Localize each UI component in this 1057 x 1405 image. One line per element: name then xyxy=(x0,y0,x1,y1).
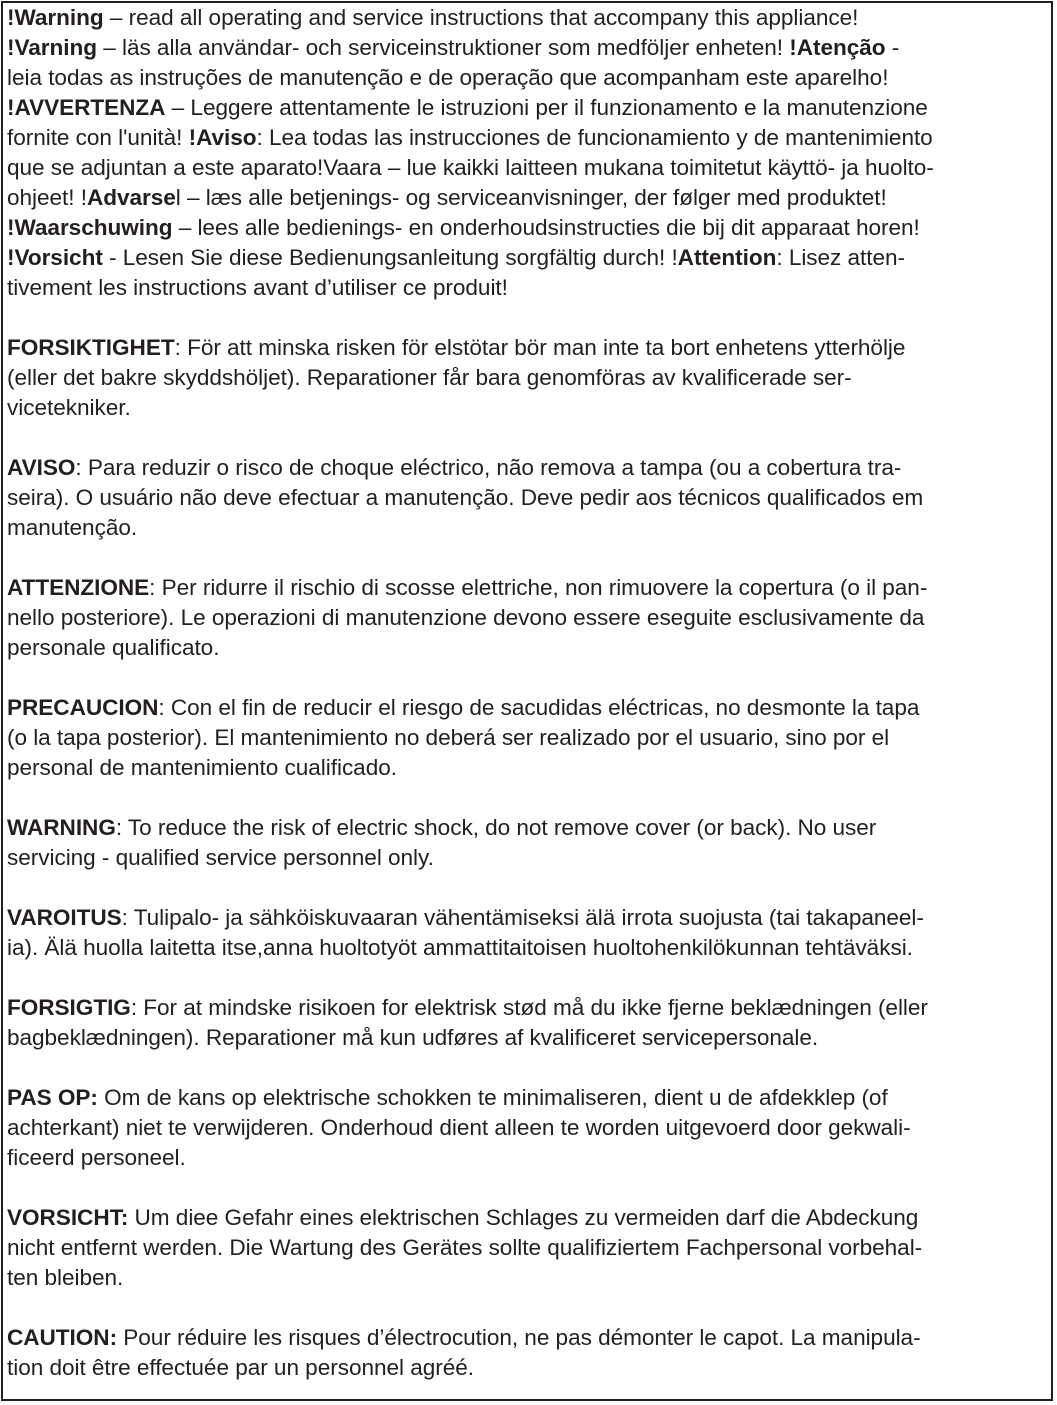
text-line xyxy=(7,1023,1051,1053)
body-text: Om de kans op elektrische schokken te minimaliseren, dient u de afdekklep (of xyxy=(97,1085,888,1110)
bold-heading-text: FORSIGTIG xyxy=(7,995,131,1020)
body-text: tivement les instructions avant d’utiliser ce produit! xyxy=(7,275,508,300)
body-text: fornite con l'unità! xyxy=(7,125,189,150)
body-text: : Lea todas las instrucciones de funcionamiento y de mantenimiento xyxy=(256,125,933,150)
body-text: personale qualificato. xyxy=(7,635,220,660)
body-text: Um diee Gefahr eines elektrischen Schlages zu vermeiden darf die Abdeckung xyxy=(128,1205,919,1230)
warning-precaucion xyxy=(7,693,1051,783)
paragraph-gap xyxy=(7,963,1051,993)
warning-aviso xyxy=(7,453,1051,543)
body-text: nello posteriore). Le operazioni di manutenzione devono essere eseguite esclusivamente da xyxy=(7,605,925,630)
text-line xyxy=(7,393,1051,423)
bold-heading-text: VORSICHT: xyxy=(7,1205,129,1230)
intro-multilingual-warning xyxy=(7,3,1051,303)
body-text: : Lisez atten- xyxy=(776,245,906,270)
body-text: achterkant) niet te verwijderen. Onderhoud dient alleen te worden uitgevoerd door gekwali- xyxy=(7,1115,911,1140)
warning-warning xyxy=(7,813,1051,873)
text-line xyxy=(7,33,1051,63)
warning-caution xyxy=(7,1323,1051,1383)
text-line xyxy=(7,453,1051,483)
body-text: : För att minska risken för elstötar bör man inte ta bort enhetens ytterhölje xyxy=(174,335,906,360)
text-line xyxy=(7,1113,1051,1143)
paragraph-gap xyxy=(7,783,1051,813)
text-line xyxy=(7,273,1051,303)
text-line xyxy=(7,843,1051,873)
bold-heading-text: PAS OP: xyxy=(7,1085,98,1110)
body-text: (o la tapa posterior). El mantenimiento no deberá ser realizado por el usuario, sino por el xyxy=(7,725,890,750)
warnings-list xyxy=(7,303,1051,1383)
body-text: seira). O usuário não deve efectuar a manutenção. Deve pedir aos técnicos qualificados em xyxy=(7,485,924,510)
text-line xyxy=(7,933,1051,963)
body-text: – lees alle bedienings- en onderhoudsinstructies die bij dit apparaat horen! xyxy=(172,215,920,240)
text-line xyxy=(7,903,1051,933)
text-line xyxy=(7,363,1051,393)
text-line xyxy=(7,213,1051,243)
bold-heading-text: !Waarschuwing xyxy=(7,215,173,240)
bold-heading-text: WARNING xyxy=(7,815,116,840)
body-text: : Para reduzir o risco de choque eléctrico, não remova a tampa (ou a cobertura tra- xyxy=(75,455,902,480)
text-line xyxy=(7,63,1051,93)
text-line xyxy=(7,243,1051,273)
body-text: Pour réduire les risques d’électrocution, ne pas démonter le capot. La manipula- xyxy=(117,1325,921,1350)
body-text: manutenção. xyxy=(7,515,138,540)
warning-forsiktighet xyxy=(7,333,1051,423)
warning-forsigtig xyxy=(7,993,1051,1053)
text-line xyxy=(7,1143,1051,1173)
body-text: : Con el fin de reducir el riesgo de sacudidas eléctricas, no desmonte la tapa xyxy=(158,695,920,720)
paragraph-gap xyxy=(7,423,1051,453)
body-text: – Leggere attentamente le istruzioni per il funzionamento e la manutenzione xyxy=(165,95,928,120)
body-text: – read all operating and service instructions that accompany this appliance! xyxy=(103,5,859,30)
body-text: : Tulipalo- ja sähköiskuvaaran vähentämiseksi älä irrota suojusta (tai takapaneel- xyxy=(121,905,924,930)
body-text: - xyxy=(885,35,900,60)
bold-heading-text: !Warning xyxy=(7,5,104,30)
paragraph-gap xyxy=(7,873,1051,903)
text-line xyxy=(7,1323,1051,1353)
bold-heading-text: !Varning xyxy=(7,35,97,60)
body-text: - Lesen Sie diese Bedienungsanleitung sorgfältig durch! ! xyxy=(102,245,678,270)
text-line xyxy=(7,633,1051,663)
body-text: leia todas as instruções de manutenção e de operação que acompanham este aparelho! xyxy=(7,65,889,90)
warning-document xyxy=(1,1,1053,1401)
bold-heading-text: !AVVERTENZA xyxy=(7,95,166,120)
text-line xyxy=(7,1083,1051,1113)
text-line xyxy=(7,1233,1051,1263)
body-text: que se adjuntan a este aparato!Vaara – lue kaikki laitteen mukana toimitetut käyttö- ja huolto- xyxy=(7,155,934,180)
warning-varoitus xyxy=(7,903,1051,963)
text-line xyxy=(7,603,1051,633)
bold-heading-text: ATTENZIONE xyxy=(7,575,150,600)
text-line xyxy=(7,1263,1051,1293)
text-line xyxy=(7,93,1051,123)
bold-heading-text: !Vorsicht xyxy=(7,245,103,270)
body-text: : To reduce the risk of electric shock, do not remove cover (or back). No user xyxy=(115,815,877,840)
bold-heading-text: AVISO xyxy=(7,455,76,480)
bold-heading-text: VAROITUS xyxy=(7,905,122,930)
paragraph-gap xyxy=(7,1173,1051,1203)
paragraph-gap xyxy=(7,663,1051,693)
bold-heading-text: !Aviso xyxy=(188,125,257,150)
body-text: personal de mantenimiento cualificado. xyxy=(7,755,397,780)
warning-pas-op xyxy=(7,1083,1051,1173)
body-text: : For at mindske risikoen for elektrisk stød må du ikke fjerne beklædningen (eller xyxy=(130,995,928,1020)
text-line xyxy=(7,693,1051,723)
text-line xyxy=(7,573,1051,603)
bold-heading-text: CAUTION: xyxy=(7,1325,118,1350)
text-line xyxy=(7,1353,1051,1383)
bold-heading-text: PRECAUCION xyxy=(7,695,159,720)
body-text: ohjeet! ! xyxy=(7,185,87,210)
text-line xyxy=(7,153,1051,183)
text-line xyxy=(7,753,1051,783)
bold-heading-text: Advarse xyxy=(86,185,176,210)
body-text: ficeerd personeel. xyxy=(7,1145,186,1170)
body-text: servicing - qualified service personnel only. xyxy=(7,845,434,870)
body-text: (eller det bakre skyddshöljet). Reparationer får bara genomföras av kvalificerade ser- xyxy=(7,365,852,390)
paragraph-gap xyxy=(7,1053,1051,1083)
warning-attenzione xyxy=(7,573,1051,663)
warning-vorsicht xyxy=(7,1203,1051,1293)
text-line xyxy=(7,513,1051,543)
body-text: ia). Älä huolla laitetta itse,anna huoltotyöt ammattitaitoisen huoltohenkilökunnan tehtäväksi. xyxy=(7,935,913,960)
body-text: vicetekniker. xyxy=(7,395,131,420)
paragraph-gap xyxy=(7,303,1051,333)
body-text: ten bleiben. xyxy=(7,1265,124,1290)
paragraph-gap xyxy=(7,1293,1051,1323)
bold-heading-text: !Atenção xyxy=(789,35,886,60)
text-line xyxy=(7,1203,1051,1233)
text-line xyxy=(7,183,1051,213)
text-line xyxy=(7,723,1051,753)
bold-heading-text: FORSIKTIGHET xyxy=(7,335,175,360)
text-line xyxy=(7,123,1051,153)
body-text: : Per ridurre il rischio di scosse elettriche, non rimuovere la copertura (o il pan- xyxy=(149,575,928,600)
text-line xyxy=(7,813,1051,843)
body-text: tion doit être effectuée par un personnel agréé. xyxy=(7,1355,474,1380)
body-text: bagbeklædningen). Reparationer må kun udføres af kvalificeret servicepersonale. xyxy=(7,1025,819,1050)
body-text: nicht entfernt werden. Die Wartung des Gerätes sollte qualifiziertem Fachpersonal vorbehal- xyxy=(7,1235,923,1260)
text-line xyxy=(7,3,1051,33)
bold-heading-text: Attention xyxy=(677,245,777,270)
body-text: – läs alla användar- och serviceinstruktioner som medföljer enheten! xyxy=(97,35,790,60)
text-line xyxy=(7,483,1051,513)
text-line xyxy=(7,993,1051,1023)
text-line xyxy=(7,333,1051,363)
paragraph-gap xyxy=(7,543,1051,573)
body-text: l – læs alle betjenings- og serviceanvisninger, der følger med produktet! xyxy=(175,185,887,210)
